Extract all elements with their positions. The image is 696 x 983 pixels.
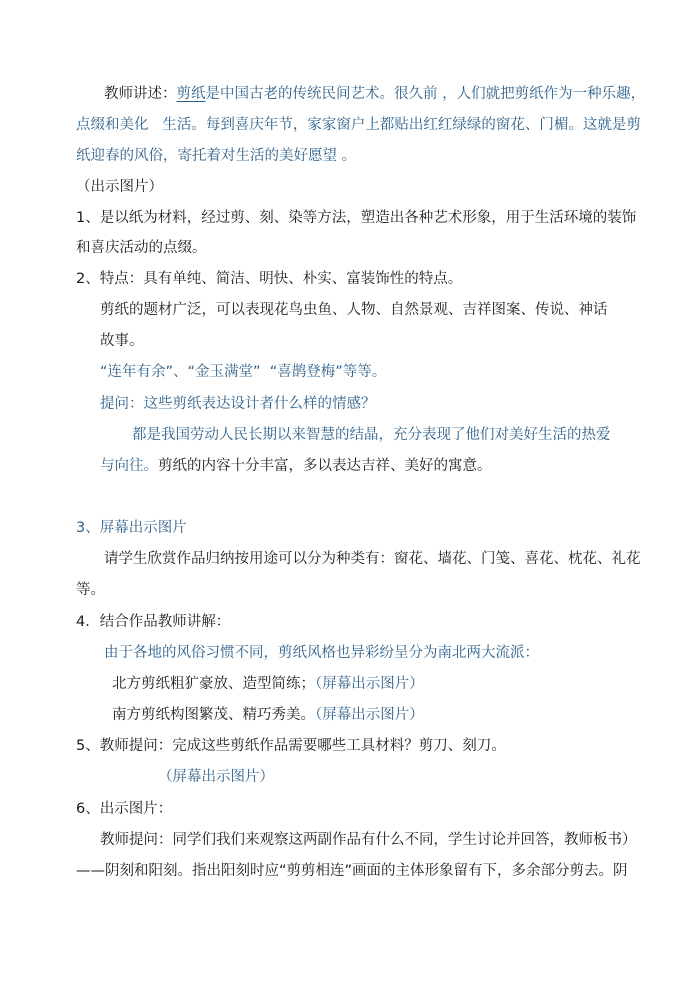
line-15: 请学生欣赏作品归纳按用途可以分为种类有：窗花、墙花、门笺、喜花、枕花、礼花 xyxy=(104,551,641,567)
line-11: 提问：这些剪纸表达设计者什么样的情感？ xyxy=(100,396,376,412)
line-5: 1、是以纸为材料，经过剪、刻、染等方法，塑造出各种艺术形象，用于生活环境的装饰 xyxy=(76,210,637,226)
line-16: 等。 xyxy=(76,582,105,598)
line-24: 教师提问：同学们我们来观察这两副作品有什么不同，学生讨论并回答，教师板书） xyxy=(100,832,637,848)
line-10: “连年有余”、“金玉满堂” “喜鹊登梅”等等。 xyxy=(100,364,387,380)
line-20-note: （屏幕出示图片） xyxy=(315,707,424,723)
line-17: 4．结合作品教师讲解： xyxy=(76,614,231,630)
line-20-text: 南方剪纸构图繁茂、精巧秀美。 xyxy=(112,707,315,723)
line-13 xyxy=(100,456,492,476)
line-14: 3、屏幕出示图片 xyxy=(76,520,187,536)
line-19-text: 北方剪纸粗犷豪放、造型简练； xyxy=(112,676,315,692)
line-22: （屏幕出示图片） xyxy=(158,769,274,785)
line-9: 故事。 xyxy=(100,333,144,349)
lead-text: 教师讲述： xyxy=(104,86,177,102)
line-13-rest: 剪纸的内容十分丰富，多以表达吉祥、美好的寓意。 xyxy=(158,458,492,474)
line-18: 由于各地的风俗习惯不同，剪纸风格也异彩纷呈分为南北两大流派： xyxy=(104,645,539,661)
line-13-blue: 与向往。 xyxy=(100,458,158,474)
underlined-term: 剪纸 xyxy=(176,86,206,102)
line-4: （出示图片） xyxy=(76,179,163,195)
line-6: 和喜庆活动的点缀。 xyxy=(76,240,207,256)
line-1 xyxy=(104,84,645,104)
line-19-note: （屏幕出示图片） xyxy=(315,676,424,692)
intro-text: 是中国古老的传统民间艺术。很久前 ，人们就把剪纸作为一种乐趣， xyxy=(205,86,646,102)
line-21: 5、教师提问：完成这些剪纸作品需要哪些工具材料？剪刀、刻刀。 xyxy=(76,738,506,754)
line-3: 纸迎春的风俗，寄托着对生活的美好愿望 。 xyxy=(76,148,357,164)
line-19 xyxy=(112,674,424,694)
line-20 xyxy=(112,705,424,725)
line-2: 点缀和美化 生活。每到喜庆年节，家家窗户上都贴出红红绿绿的窗花、门楣。这就是剪 xyxy=(76,117,641,133)
line-23: 6、出示图片： xyxy=(76,801,173,817)
line-25: ——阴刻和阳刻。指出阳刻时应“剪剪相连”画面的主体形象留有下，多余部分剪去。阴 xyxy=(76,863,628,879)
line-8: 剪纸的题材广泛，可以表现花鸟虫鱼、人物、自然景观、吉祥图案、传说、神话 xyxy=(100,302,608,318)
line-12: 都是我国劳动人民长期以来智慧的结晶，充分表现了他们对美好生活的热爱 xyxy=(132,427,611,443)
line-7: 2、特点：具有单纯、简洁、明快、朴实、富装饰性的特点。 xyxy=(76,271,463,287)
